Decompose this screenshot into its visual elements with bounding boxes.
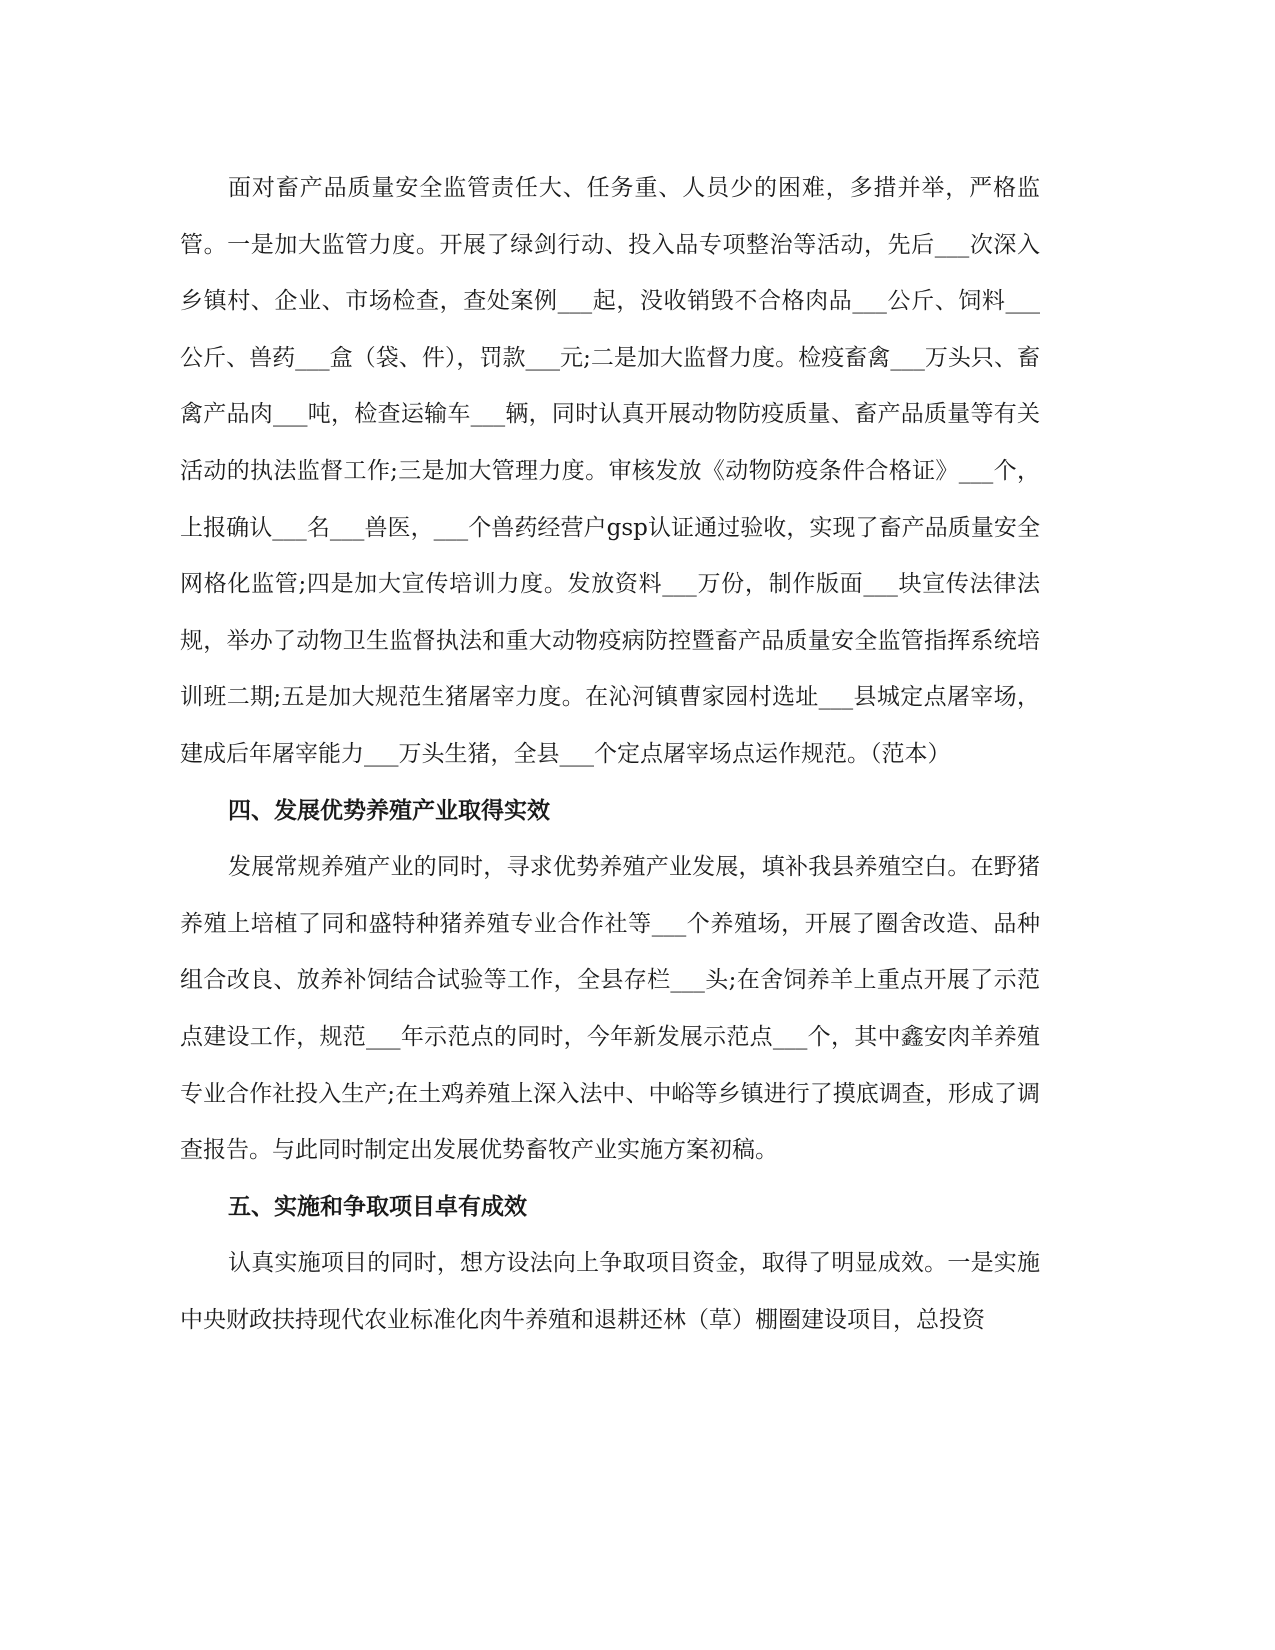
body-paragraph: 发展常规养殖产业的同时，寻求优势养殖产业发展，填补我县养殖空白。在野猪养殖上培植了同和盛特种猪养殖专业合作社等___个养殖场，开展了圈舍改造、品种组合改良、放养补饲结合试验等工作，全县存栏___头;在舍饲养羊上重点开展了示范点建设工作，规范___年示范点的同时，今年新发展示范点___个，其中鑫安肉羊养殖专业合作社投入生产;在土鸡养殖上深入法中、中峪等乡镇进行了摸底调查，形成了调查报告。与此同时制定出发展优势畜牧产业实施方案初稿。 <box>180 854 1040 1164</box>
section-heading: 四、发展优势养殖产业取得实效 <box>228 797 550 824</box>
body-paragraph: 认真实施项目的同时，想方设法向上争取项目资金，取得了明显成效。一是实施中央财政扶持现代农业标准化肉牛养殖和退耕还林（草）棚圈建设项目，总投资 <box>180 1250 1040 1333</box>
section-heading: 五、实施和争取项目卓有成效 <box>228 1193 527 1220</box>
body-paragraph: 面对畜产品质量安全监管责任大、任务重、人员少的困难，多措并举，严格监管。一是加大监管力度。开展了绿剑行动、投入品专项整治等活动，先后___次深入乡镇村、企业、市场检查，查处案例___起，没收销毁不合格肉品___公斤、饲料___公斤、兽药___盒（袋、件），罚款___元;二是加大监督力度。检疫畜禽___万头只、畜禽产品肉___吨，检查运输车___辆，同时认真开展动物防疫质量、畜产品质量等有关活动的执法监督工作;三是加大管理力度。审核发放《动物防疫条件合格证》___个，上报确认___名___兽医，___个兽药经营户gsp认证通过验收，实现了畜产品质量安全网格化监管;四是加大宣传培训力度。发放资料___万份，制作版面___块宣传法律法规，举办了动物卫生监督执法和重大动物疫病防控暨畜产品质量安全监管指挥系统培训班二期;五是加大规范生猪屠宰力度。在沁河镇曹家园村选址___县城定点屠宰场，建成后年屠宰能力___万头生猪，全县___个定点屠宰场点运作规范。（范本） <box>180 175 1040 767</box>
document-page <box>180 160 1040 1348</box>
